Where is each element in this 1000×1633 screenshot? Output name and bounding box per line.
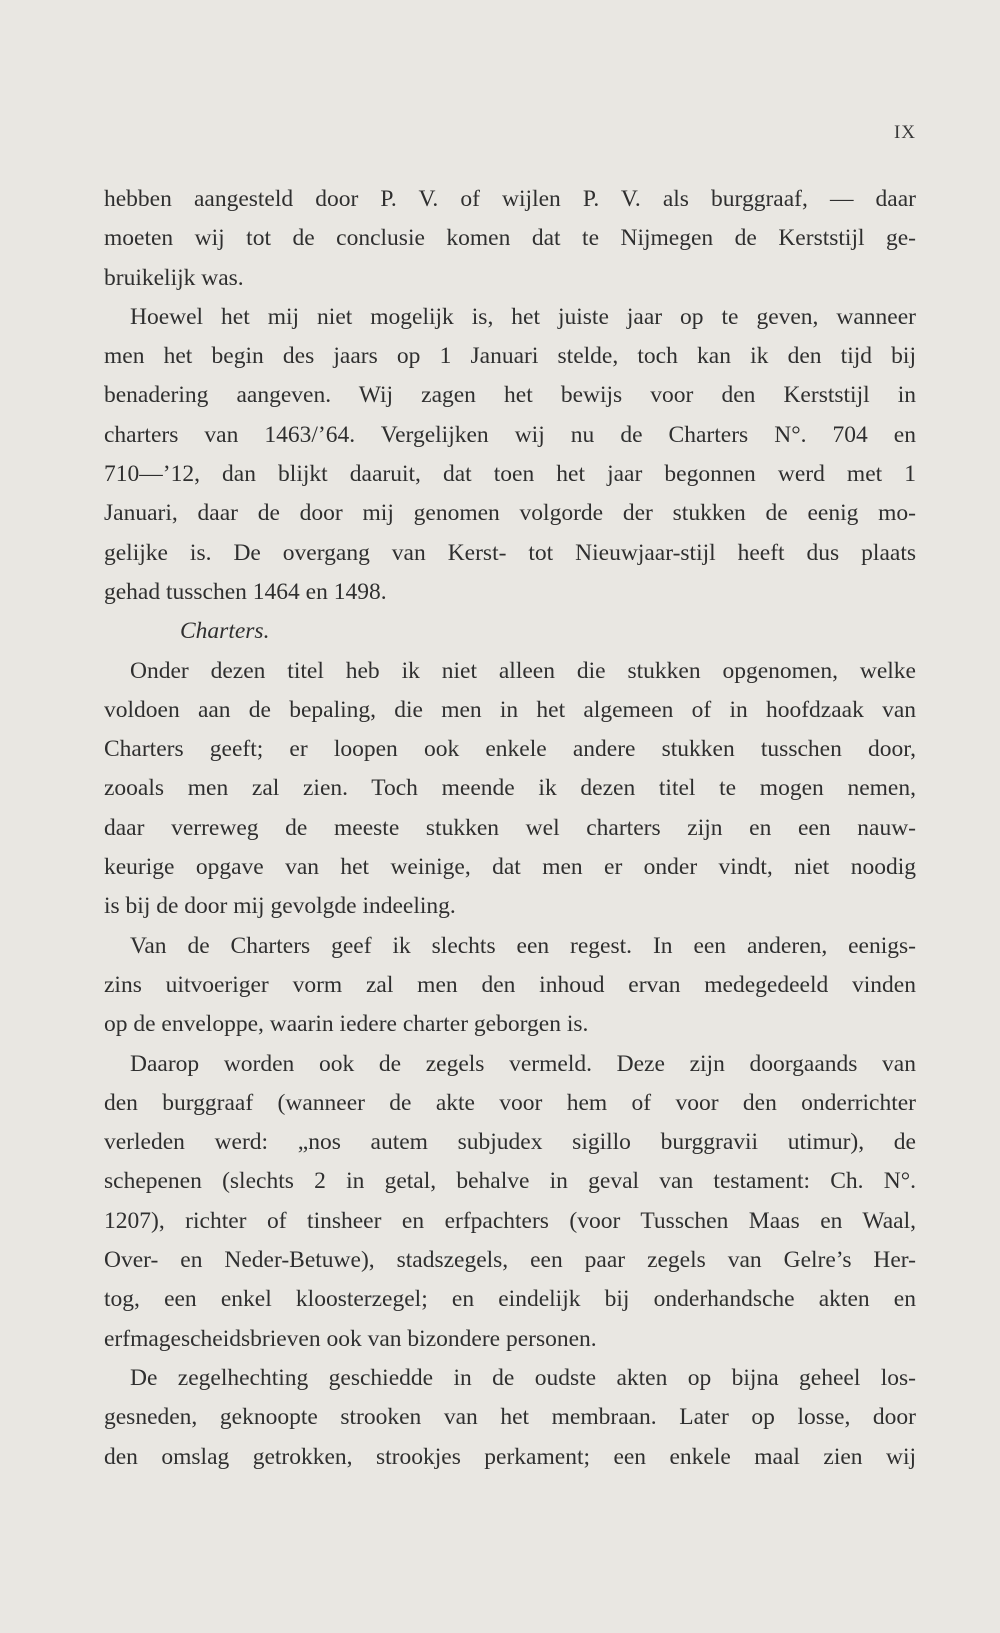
text-line: Januari, daar de door mij genomen volgorde der stukken de eenig mo-	[104, 500, 916, 527]
text-line: 1207), richter of tinsheer en erfpachters (voor Tusschen Maas en Waal,	[104, 1207, 916, 1234]
text-line: erfmagescheidsbrieven ook van bizondere personen.	[104, 1325, 597, 1352]
text-line: moeten wij tot de conclusie komen dat te Nijmegen de Kerststijl ge-	[104, 225, 916, 252]
text-line: den burggraaf (wanneer de akte voor hem of voor den onderrichter	[104, 1089, 916, 1116]
text-line: hebben aangesteld door P. V. of wijlen P. V. als burggraaf, — daar	[104, 186, 916, 212]
text-line: op de enveloppe, waarin iedere charter geborgen is.	[104, 1011, 589, 1038]
section-heading: Charters.	[180, 618, 270, 645]
text-line: Daarop worden ook de zegels vermeld. Deze zijn doorgaands van	[130, 1050, 916, 1077]
text-line: 710—’12, dan blijkt daaruit, dat toen het jaar begonnen werd met 1	[104, 461, 916, 488]
text-line: keurige opgave van het weinige, dat men er onder vindt, niet noodig	[104, 854, 916, 881]
text-line: benadering aangeven. Wij zagen het bewijs voor den Kerststijl in	[104, 382, 916, 409]
text-line: gelijke is. De overgang van Kerst- tot Nieuwjaar-stijl heeft dus plaats	[104, 539, 916, 566]
page-number: IX	[893, 122, 916, 143]
text-line: gehad tusschen 1464 en 1498.	[104, 578, 387, 605]
text-line: voldoen aan de bepaling, die men in het algemeen of in hoofdzaak van	[104, 696, 916, 723]
text-line: De zegelhechting geschiedde in de oudste akten op bijna geheel los-	[130, 1364, 916, 1391]
text-line: Charters geeft; er loopen ook enkele andere stukken tusschen door,	[104, 736, 916, 763]
text-line: is bij de door mij gevolgde indeeling.	[104, 893, 456, 920]
text-line: schepenen (slechts 2 in getal, behalve in geval van testament: Ch. N°.	[104, 1168, 916, 1195]
text-line: charters van 1463/’64. Vergelijken wij nu de Charters N°. 704 en	[104, 421, 916, 448]
text-line: verleden werd: „nos autem subjudex sigillo burggravii utimur), de	[104, 1129, 916, 1156]
text-line: gesneden, geknoopte strooken van het membraan. Later op losse, door	[104, 1404, 916, 1431]
text-line: Hoewel het mij niet mogelijk is, het juiste jaar op te geven, wanneer	[130, 303, 916, 330]
text-line: den omslag getrokken, strookjes perkament; een enkele maal zien wij	[104, 1443, 916, 1470]
body-text	[104, 180, 916, 1477]
text-line: zins uitvoeriger vorm zal men den inhoud ervan medegedeeld vinden	[104, 971, 916, 998]
text-line: Onder dezen titel heb ik niet alleen die stukken opgenomen, welke	[130, 657, 916, 684]
text-line: Over- en Neder-Betuwe), stadszegels, een paar zegels van Gelre’s Her-	[104, 1247, 916, 1274]
text-line: daar verreweg de meeste stukken wel charters zijn en een nauw-	[104, 814, 916, 841]
text-line: tog, een enkel kloosterzegel; en eindelijk bij onderhandsche akten en	[104, 1286, 916, 1313]
text-line: men het begin des jaars op 1 Januari stelde, toch kan ik den tijd bij	[104, 343, 916, 370]
text-line: zooals men zal zien. Toch meende ik dezen titel te mogen nemen,	[104, 775, 916, 802]
text-line: bruikelijk was.	[104, 264, 244, 291]
text-line: Van de Charters geef ik slechts een regest. In een anderen, eenigs-	[130, 932, 916, 959]
